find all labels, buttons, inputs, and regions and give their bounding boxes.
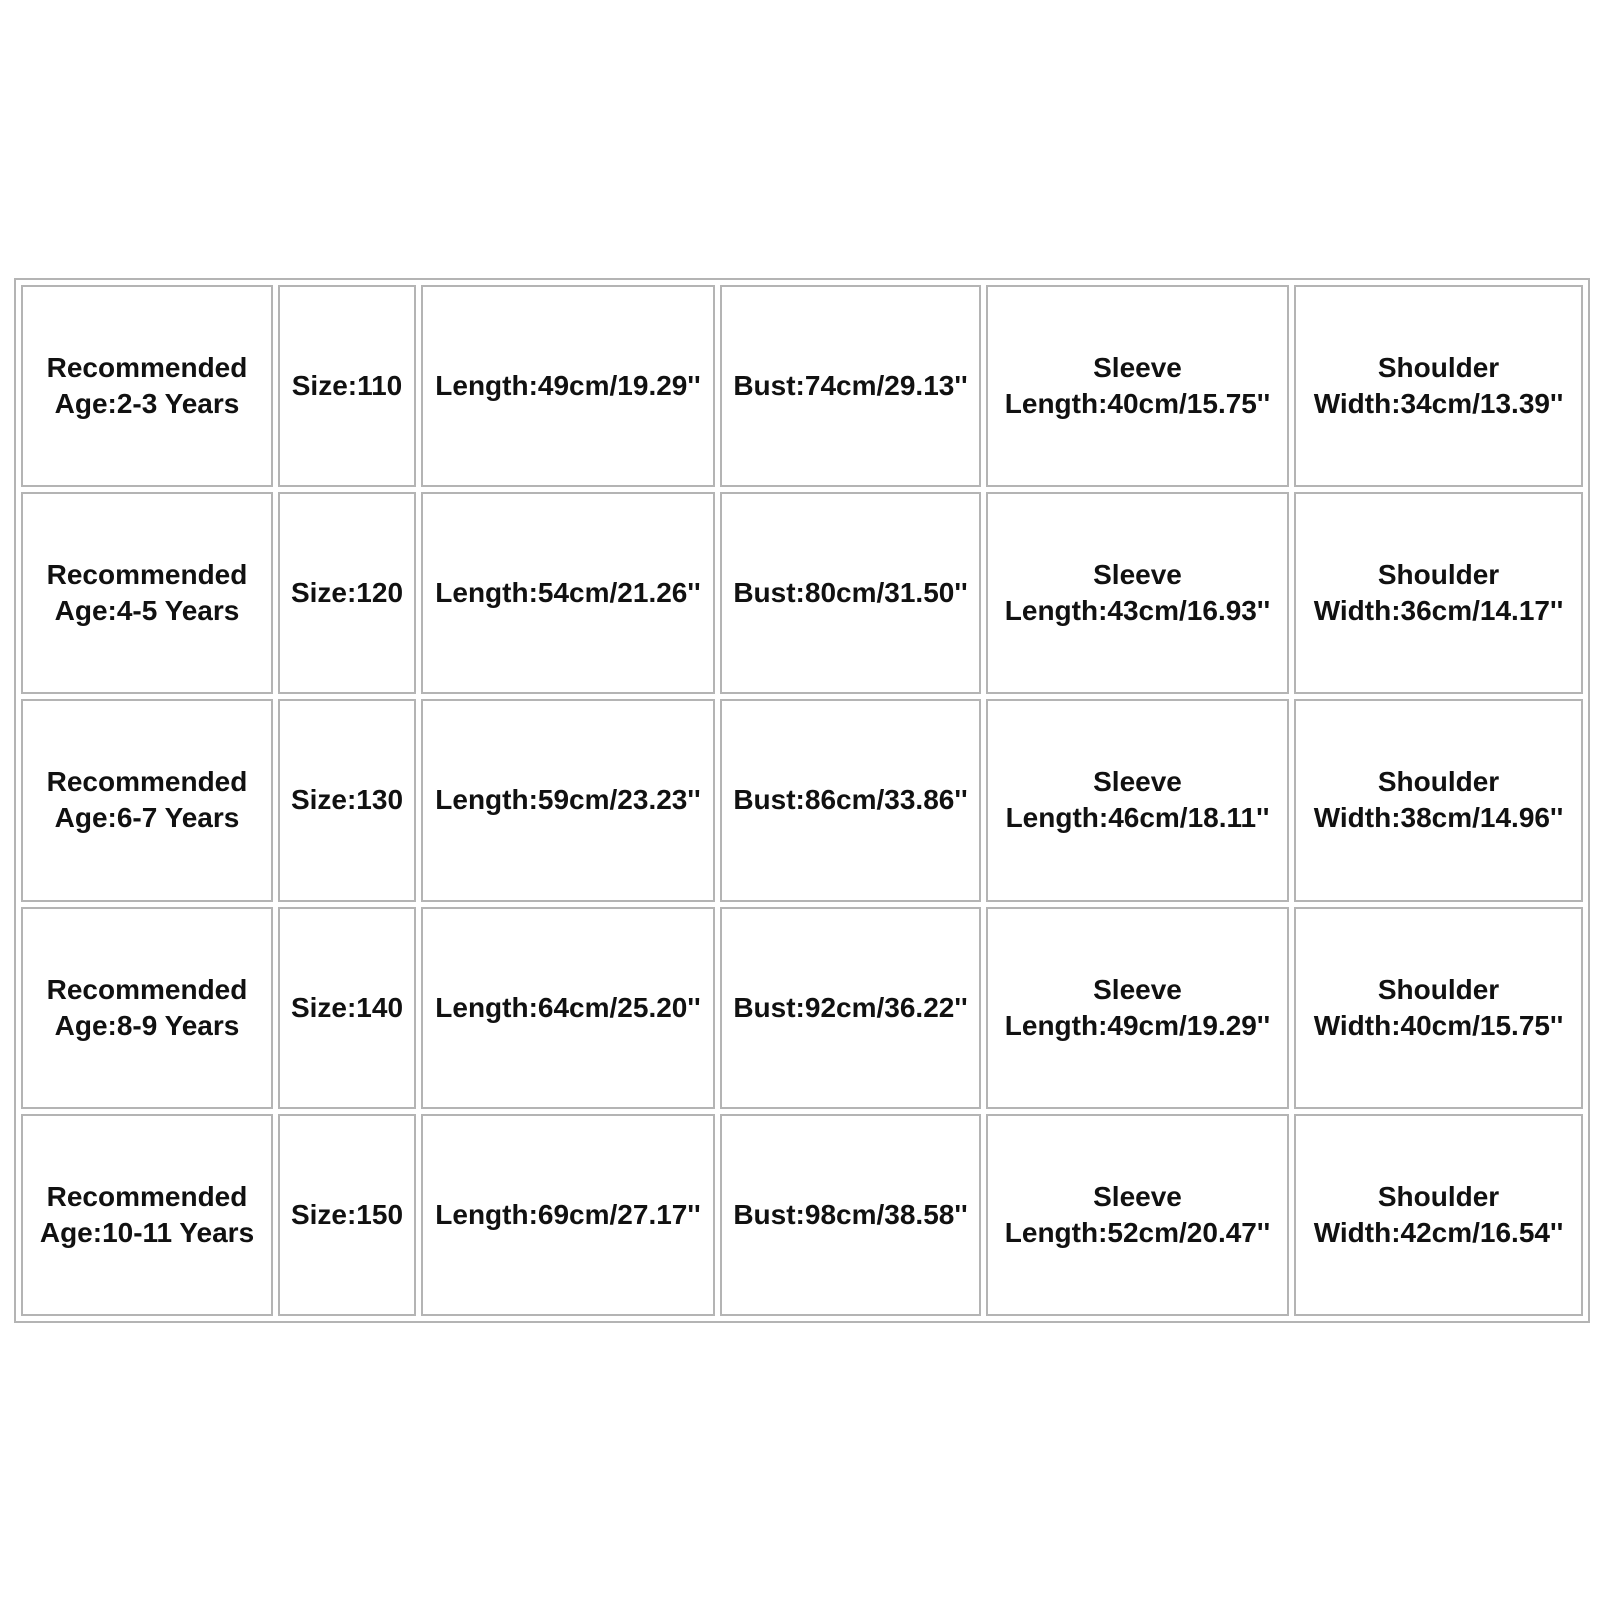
table-row [21,699,1583,901]
sleeve-length-cell: Sleeve Length:49cm/19.29'' [986,907,1289,1109]
shoulder-width-cell: Shoulder Width:38cm/14.96'' [1294,699,1583,901]
size-chart-table [14,278,1590,1323]
size-cell: Size:130 [278,699,416,901]
bust-cell: Bust:80cm/31.50'' [720,492,981,694]
shoulder-width-cell: Shoulder Width:34cm/13.39'' [1294,285,1583,487]
length-cell: Length:59cm/23.23'' [421,699,715,901]
sleeve-length-cell: Sleeve Length:46cm/18.11'' [986,699,1289,901]
bust-cell: Bust:86cm/33.86'' [720,699,981,901]
length-cell: Length:54cm/21.26'' [421,492,715,694]
age-cell: Recommended Age:4-5 Years [21,492,273,694]
age-cell: Recommended Age:6-7 Years [21,699,273,901]
bust-cell: Bust:92cm/36.22'' [720,907,981,1109]
age-cell: Recommended Age:8-9 Years [21,907,273,1109]
shoulder-width-cell: Shoulder Width:40cm/15.75'' [1294,907,1583,1109]
bust-cell: Bust:74cm/29.13'' [720,285,981,487]
table-row [21,1114,1583,1316]
age-cell: Recommended Age:2-3 Years [21,285,273,487]
length-cell: Length:69cm/27.17'' [421,1114,715,1316]
size-cell: Size:110 [278,285,416,487]
bust-cell: Bust:98cm/38.58'' [720,1114,981,1316]
sleeve-length-cell: Sleeve Length:40cm/15.75'' [986,285,1289,487]
table-row [21,285,1583,487]
table-row [21,907,1583,1109]
table-row [21,492,1583,694]
length-cell: Length:64cm/25.20'' [421,907,715,1109]
size-cell: Size:140 [278,907,416,1109]
shoulder-width-cell: Shoulder Width:36cm/14.17'' [1294,492,1583,694]
age-cell: Recommended Age:10-11 Years [21,1114,273,1316]
shoulder-width-cell: Shoulder Width:42cm/16.54'' [1294,1114,1583,1316]
size-cell: Size:120 [278,492,416,694]
size-cell: Size:150 [278,1114,416,1316]
length-cell: Length:49cm/19.29'' [421,285,715,487]
sleeve-length-cell: Sleeve Length:52cm/20.47'' [986,1114,1289,1316]
sleeve-length-cell: Sleeve Length:43cm/16.93'' [986,492,1289,694]
